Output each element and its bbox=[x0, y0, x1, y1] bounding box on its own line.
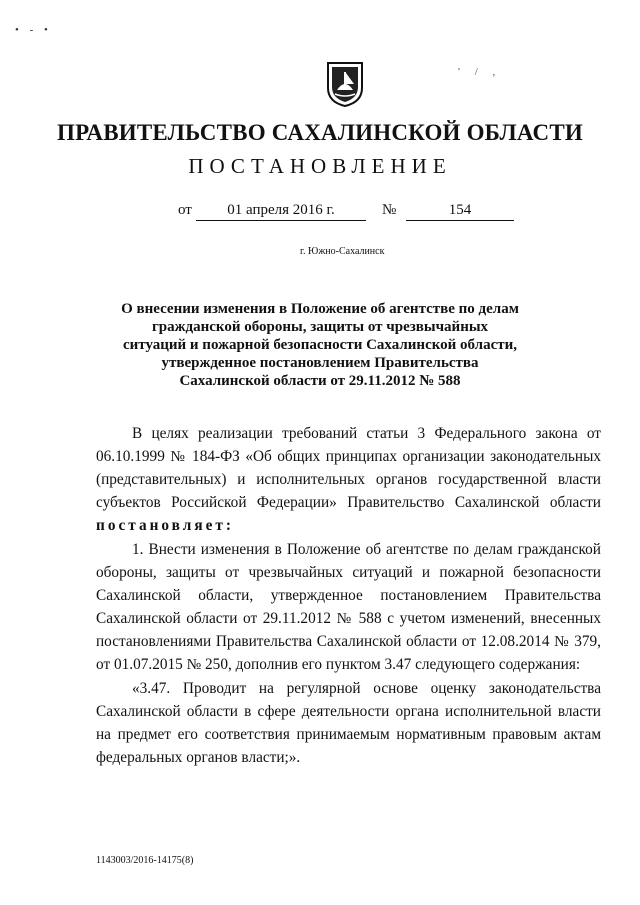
item-quote-paragraph: «3.47. Проводит на регулярной основе оценку законодательства Сахалинской области в сфере деятельности органа исполнительной власти на предмет его соответствия принимаемым нормативным правовым актам федеральных органов власти;». bbox=[96, 680, 601, 766]
government-title: ПРАВИТЕЛЬСТВО САХАЛИНСКОЙ ОБЛАСТИ bbox=[57, 120, 583, 145]
preamble-text: В целях реализации требований статьи 3 Федерального закона от 06.10.1999 № 184-ФЗ «Об общих принципах организации законодательных (представительных) и исполнительных органов государственной власти субъектов Российской Федерации» Правительство Сахалинской области bbox=[96, 425, 601, 511]
document-heading: О внесении изменения в Положение об агентстве по делам гражданской обороны, защиты от чрезвычайных ситуаций и пожарной безопасности Сахалинской области, утвержденное постановлением Правительства Сахалинской области от 29.11.2012 № 588 bbox=[121, 301, 519, 389]
number-label: № bbox=[382, 202, 397, 218]
city-name: г. Южно-Сахалинск bbox=[300, 246, 385, 257]
document-number: 154 bbox=[406, 202, 514, 221]
resolves-text: постановляет: bbox=[96, 517, 234, 534]
scan-marks-left: • - • bbox=[15, 24, 52, 36]
coat-of-arms-icon bbox=[325, 60, 365, 108]
item-1-paragraph: 1. Внести изменения в Положение об агентстве по делам гражданской обороны, защиты от чрезвычайных ситуаций и пожарной безопасности Сахалинской области, утвержденное постановлением Правительства Сахалинской области от 29.11.2012 № 588 с учетом изменений, внесенных постановлениями Правительства Сахалинской области от 12.08.2014 № 379, от 01.07.2015 № 250, дополнив его пунктом 3.47 следующего содержания: bbox=[96, 541, 601, 673]
document-date: 01 апреля 2016 г. bbox=[196, 202, 366, 221]
date-label: от bbox=[178, 202, 192, 218]
preamble-paragraph bbox=[96, 422, 601, 537]
footer-registration-code: 1143003/2016-14175(8) bbox=[96, 855, 194, 866]
document-body bbox=[96, 422, 601, 769]
document-type: ПОСТАНОВЛЕНИЕ bbox=[188, 154, 452, 178]
scan-marks-right: ' / , bbox=[458, 66, 502, 78]
